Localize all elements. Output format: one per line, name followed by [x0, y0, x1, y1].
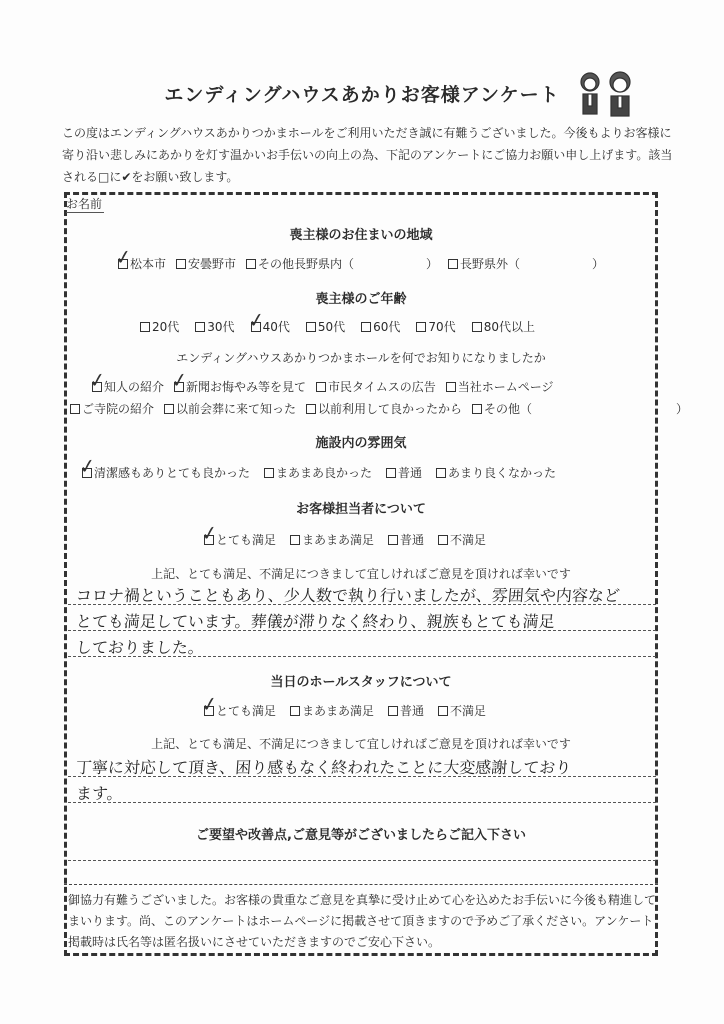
checkbox[interactable] — [448, 259, 458, 269]
checkbox[interactable] — [438, 535, 448, 545]
source-options-row2 — [70, 400, 688, 417]
checkbox[interactable] — [472, 404, 482, 414]
hall-staff-heading: 当日のホールスタッフについて — [270, 675, 452, 690]
footer-rule — [64, 884, 658, 885]
hall-staff-comment-prompt: 上記、とても満足、不満足につきまして宜しければご意見を頂ければ幸いです — [151, 737, 571, 751]
staff-comment-prompt: 上記、とても満足、不満足につきまして宜しければご意見を頂ければ幸いです — [151, 567, 571, 581]
checkbox[interactable] — [446, 382, 456, 392]
staff-comment-line: とても満足しています。葬儀が滞りなく終わり、親族もとても満足 — [75, 612, 556, 631]
checkmark-icon: ✓ — [113, 243, 134, 271]
checkbox[interactable] — [388, 535, 398, 545]
checkbox[interactable] — [264, 468, 274, 478]
source-options-row1 — [87, 366, 554, 395]
checkbox[interactable] — [306, 322, 316, 332]
checkbox[interactable] — [436, 468, 446, 478]
checkmark-icon: ✓ — [245, 306, 266, 334]
name-underline — [66, 212, 104, 213]
checkbox[interactable] — [386, 468, 396, 478]
checkmark-icon: ✓ — [199, 519, 220, 547]
atmosphere-option[interactable]: まあまあ良かった — [264, 464, 372, 481]
checkbox[interactable] — [140, 322, 150, 332]
age-option[interactable]: 50代 — [306, 318, 345, 335]
residence-option[interactable]: 安曇野市 — [176, 255, 236, 272]
comment-rule — [68, 802, 656, 803]
staff-options — [199, 519, 487, 548]
staff-option[interactable]: 不満足 — [438, 531, 486, 548]
atmosphere-options — [77, 452, 557, 481]
staff-option[interactable]: まあまあ満足 — [290, 531, 374, 548]
checkbox[interactable] — [195, 322, 205, 332]
name-label: お名前 — [66, 197, 103, 211]
age-option[interactable]: 30代 — [195, 318, 234, 335]
age-option[interactable]: ✓ 40代 — [245, 306, 290, 334]
atmosphere-heading: 施設内の雰囲気 — [315, 436, 407, 451]
checkmark-icon: ✓ — [169, 366, 190, 394]
atmosphere-option[interactable]: あまり良くなかった — [436, 464, 556, 481]
checkmark-icon: ✓ — [77, 452, 98, 480]
checkbox[interactable] — [472, 322, 482, 332]
source-option[interactable]: 以前利用して良かったから — [306, 400, 462, 417]
checkbox[interactable] — [290, 535, 300, 545]
hall-staff-comment-line: 丁寧に対応して頂き、困り感もなく終われたことに大変感謝しており — [75, 758, 572, 777]
source-question: エンディングハウスあかりつかまホールを何でお知りになりましたか — [176, 351, 546, 365]
staff-option[interactable]: ✓ とても満足 — [199, 519, 277, 547]
comment-rule — [68, 776, 656, 777]
age-options — [140, 306, 535, 335]
checkbox[interactable] — [416, 322, 426, 332]
age-option[interactable]: 70代 — [416, 318, 455, 335]
source-option[interactable]: ✓ 知人の紹介 — [87, 366, 165, 394]
requests-heading: ご要望や改善点,ご意見等がございましたらご記入下さい — [196, 828, 526, 843]
residence-option[interactable]: ✓ 松本市 — [113, 243, 167, 271]
checkmark-icon: ✓ — [87, 366, 108, 394]
residence-option[interactable]: その他長野県内（ ） — [246, 255, 438, 272]
hall-staff-options — [199, 690, 487, 719]
comment-rule — [68, 860, 656, 861]
age-option[interactable]: 60代 — [361, 318, 400, 335]
source-option[interactable]: 市民タイムスの広告 — [316, 378, 436, 395]
survey-title: エンディングハウスあかりお客様アンケート — [164, 84, 560, 106]
source-option[interactable]: その他（ ） — [472, 400, 688, 417]
checkbox[interactable] — [290, 706, 300, 716]
source-option[interactable]: 以前会葬に来て知った — [164, 400, 296, 417]
checkbox[interactable] — [176, 259, 186, 269]
checkmark-icon: ✓ — [199, 690, 220, 718]
staff-illustration-icon — [572, 68, 644, 122]
residence-heading: 喪主様のお住まいの地域 — [289, 228, 433, 243]
comment-rule — [68, 630, 656, 631]
checkbox[interactable] — [164, 404, 174, 414]
checkbox[interactable] — [306, 404, 316, 414]
residence-option[interactable]: 長野県外（ ） — [448, 255, 604, 272]
staff-comment-line: コロナ禍ということもあり、少人数で執り行いましたが、雰囲気や内容など — [75, 586, 621, 605]
hall-staff-option[interactable]: まあまあ満足 — [290, 702, 374, 719]
age-heading: 喪主様のご年齢 — [315, 292, 407, 307]
checkbox[interactable] — [70, 404, 80, 414]
atmosphere-option[interactable]: 普通 — [386, 464, 422, 481]
staff-option[interactable]: 普通 — [388, 531, 424, 548]
comment-rule — [68, 604, 656, 605]
staff-comment-line: しておりました。 — [75, 638, 205, 657]
comment-rule — [68, 656, 656, 657]
hall-staff-option[interactable]: 普通 — [388, 702, 424, 719]
hall-staff-option[interactable]: 不満足 — [438, 702, 486, 719]
source-option[interactable]: 当社ホームページ — [446, 378, 554, 395]
checkbox[interactable] — [246, 259, 256, 269]
checkbox[interactable] — [361, 322, 371, 332]
residence-options — [113, 243, 605, 272]
hall-staff-option[interactable]: ✓ とても満足 — [199, 690, 277, 718]
hall-staff-comment-line: ます。 — [75, 784, 124, 803]
source-option[interactable]: ご寺院の紹介 — [70, 400, 154, 417]
survey-intro: この度はエンディングハウスあかりつかまホールをご利用いただき誠に有難うございました。今後もよりお客様に寄り沿い悲しみにあかりを灯す温かいお手伝いの向上の為、下記のアンケートにご協力お願い申し上げます。該当される□に✔をお願い致します。 — [62, 126, 673, 184]
footer-text: 御協力有難うございました。お客様の貴重なご意見を真摯に受け止めて心を込めたお手伝いに今後も精進してまいります。尚、このアンケートはホームページに掲載させて頂きますので予めご了承ください。アンケート掲載時は氏名等は匿名扱いにさせていただきますのでご安心下さい。 — [68, 893, 657, 949]
checkbox[interactable] — [388, 706, 398, 716]
checkbox[interactable] — [316, 382, 326, 392]
source-option[interactable]: ✓ 新聞お悔やみ等を見て — [169, 366, 307, 394]
staff-heading: お客様担当者について — [296, 502, 426, 517]
checkbox[interactable] — [438, 706, 448, 716]
age-option[interactable]: 20代 — [140, 318, 179, 335]
atmosphere-option[interactable]: ✓ 清潔感もありとても良かった — [77, 452, 251, 480]
age-option[interactable]: 80代以上 — [472, 318, 535, 335]
